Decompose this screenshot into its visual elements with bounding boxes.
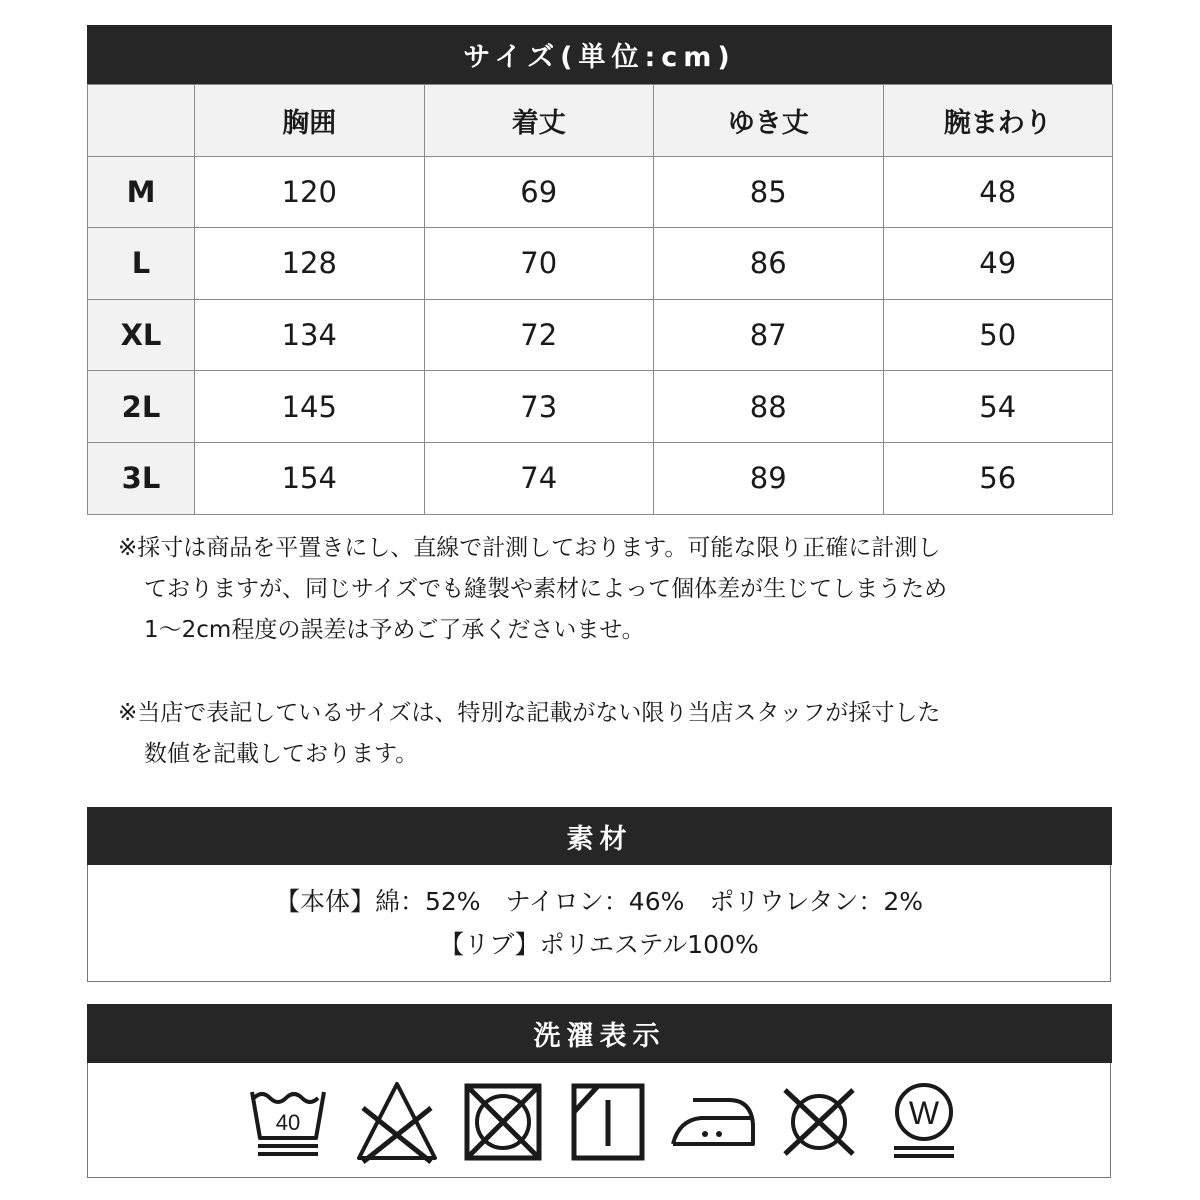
header-cell-size bbox=[88, 85, 195, 157]
line-dry-shade-icon bbox=[564, 1078, 652, 1166]
header-cell-chest: 胸囲 bbox=[195, 85, 425, 157]
table-row bbox=[88, 299, 1113, 371]
wet-clean-gentle-icon bbox=[880, 1078, 968, 1166]
care-icons bbox=[248, 1077, 968, 1167]
no-tumble-dry-icon bbox=[459, 1078, 547, 1166]
table-cell: 88 bbox=[654, 371, 884, 443]
table-cell: 74 bbox=[424, 442, 654, 514]
table-row bbox=[88, 228, 1113, 300]
material-line-rib: 【リブ】ポリエステル100% bbox=[439, 930, 759, 959]
table-cell: 154 bbox=[195, 442, 425, 514]
wash-temp-label: 40 bbox=[275, 1110, 301, 1135]
size-label: 2L bbox=[88, 371, 195, 443]
table-cell: 50 bbox=[883, 299, 1113, 371]
header-cell-sleeve: ゆき丈 bbox=[654, 85, 884, 157]
care-section-title: 洗濯表示 bbox=[87, 1004, 1112, 1063]
note-line: ※採寸は商品を平置きにし、直線で計測しております。可能な限り正確に計測し bbox=[118, 535, 941, 561]
header-cell-arm: 腕まわり bbox=[883, 85, 1113, 157]
no-dry-clean-icon bbox=[775, 1078, 863, 1166]
size-table bbox=[87, 84, 1113, 515]
table-cell: 85 bbox=[654, 156, 884, 228]
table-cell: 134 bbox=[195, 299, 425, 371]
table-cell: 120 bbox=[195, 156, 425, 228]
table-cell: 145 bbox=[195, 371, 425, 443]
table-row bbox=[88, 442, 1113, 514]
table-cell: 87 bbox=[654, 299, 884, 371]
size-label: XL bbox=[88, 299, 195, 371]
size-label: L bbox=[88, 228, 195, 300]
measurement-note bbox=[118, 528, 1058, 651]
note-line: ておりますが、同じサイズでも縫製や素材によって個体差が生じてしまうため bbox=[144, 576, 948, 602]
table-header-row bbox=[88, 85, 1113, 157]
table-cell: 56 bbox=[883, 442, 1113, 514]
table-row bbox=[88, 371, 1113, 443]
material-box bbox=[87, 865, 1111, 982]
table-cell: 49 bbox=[883, 228, 1113, 300]
wet-clean-letter: W bbox=[908, 1095, 940, 1131]
care-box bbox=[87, 1063, 1111, 1178]
iron-low-icon bbox=[669, 1078, 757, 1166]
no-bleach-icon bbox=[353, 1078, 441, 1166]
table-cell: 54 bbox=[883, 371, 1113, 443]
table-cell: 48 bbox=[883, 156, 1113, 228]
table-cell: 73 bbox=[424, 371, 654, 443]
size-label: M bbox=[88, 156, 195, 228]
table-cell: 128 bbox=[195, 228, 425, 300]
note-line: 1～2cm程度の誤差は予めご了承くださいませ。 bbox=[144, 617, 645, 643]
material-line-body: 【本体】綿：52% ナイロン：46% ポリウレタン：2% bbox=[274, 887, 924, 916]
wash-40-gentle-icon bbox=[248, 1078, 336, 1166]
note-line: ※当店で表記しているサイズは、特別な記載がない限り当店スタッフが採寸した bbox=[118, 700, 941, 726]
table-cell: 70 bbox=[424, 228, 654, 300]
table-cell: 89 bbox=[654, 442, 884, 514]
table-cell: 72 bbox=[424, 299, 654, 371]
table-row bbox=[88, 156, 1113, 228]
table-cell: 86 bbox=[654, 228, 884, 300]
size-label: 3L bbox=[88, 442, 195, 514]
size-source-note bbox=[118, 693, 1058, 775]
header-cell-length: 着丈 bbox=[424, 85, 654, 157]
size-section-title: サイズ(単位:cm) bbox=[87, 25, 1112, 84]
table-cell: 69 bbox=[424, 156, 654, 228]
material-section-title: 素材 bbox=[87, 807, 1112, 865]
note-line: 数値を記載しております。 bbox=[144, 741, 419, 767]
